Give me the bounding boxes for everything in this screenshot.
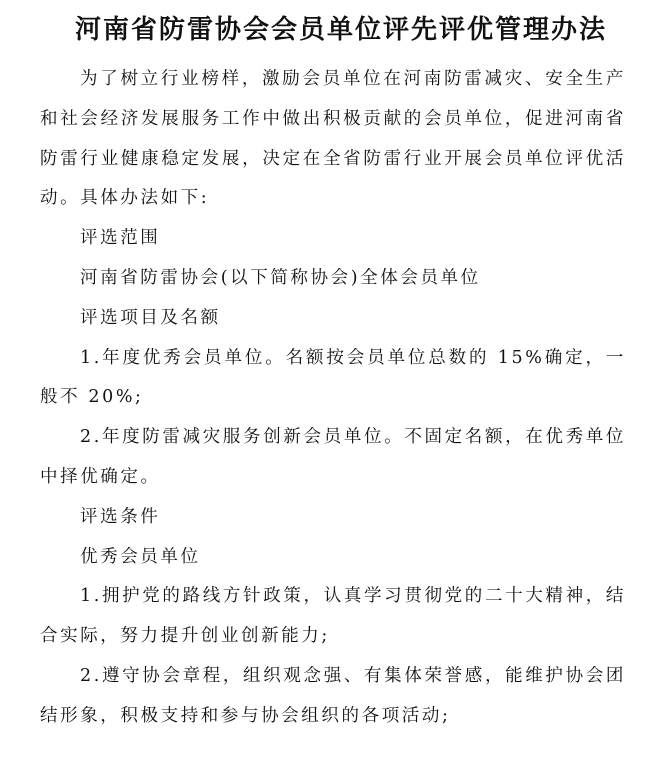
item-2: 2.年度防雷减灾服务创新会员单位。不固定名额，在优秀单位中择优确定。 (40, 427, 626, 487)
document-body (40, 60, 626, 737)
intro-paragraph: 为了树立行业榜样，激励会员单位在河南防雷减灾、安全生产和社会经济发展服务工作中做出积极贡献的会员单位，促进河南省防雷行业健康稳定发展，决定在全省防雷行业开展会员单位评优活动。具体办法如下: (40, 69, 626, 209)
items-heading: 评选项目及名额 (80, 307, 221, 328)
conditions-heading: 评选条件 (80, 506, 161, 527)
conditions-subheading: 优秀会员单位 (80, 546, 201, 567)
scope-text: 河南省防雷协会(以下简称协会)全体会员单位 (80, 267, 481, 288)
document-title: 河南省防雷协会会员单位评先评优管理办法 (74, 15, 607, 45)
item-1: 1.年度优秀会员单位。名额按会员单位总数的 15%确定，一般不 20%; (40, 347, 626, 408)
scope-heading: 评选范围 (80, 228, 161, 249)
condition-1: 1.拥护党的路线方针政策，认真学习贯彻党的二十大精神，结合实际，努力提升创业创新能力; (40, 586, 626, 647)
condition-2: 2.遵守协会章程，组织观念强、有集体荣誉感，能维护协会团结形象，积极支持和参与协会组织的各项活动; (40, 665, 626, 726)
